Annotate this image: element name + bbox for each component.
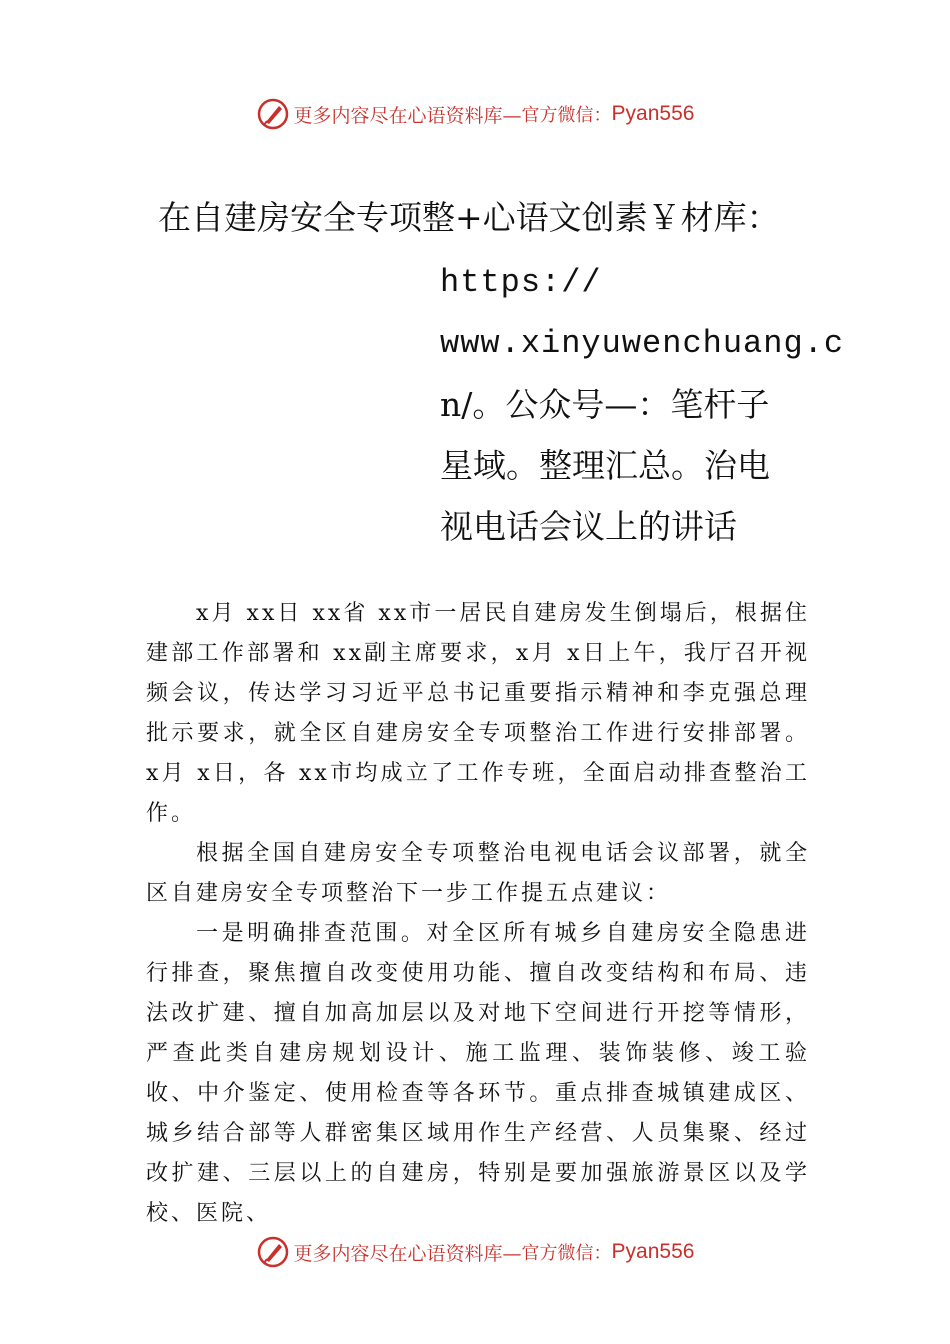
quill-pen-logo-icon (256, 1235, 290, 1269)
body-paragraph-3: 一是明确排查范围。对全区所有城乡自建房安全隐患进行排查，聚焦擅自改变使用功能、擅自改变结构和布局、违法改扩建、擅自加高加层以及对地下空间进行开挖等情形，严查此类自建房规划设计、施工监理、装饰装修、竣工验收、中介鉴定、使用检查等各环节。重点排查城镇建成区、城乡结合部等人群密集区域用作生产经营、人员集聚、经过改扩建、三层以上的自建房，特别是要加强旅游景区以及学校、医院、 (146, 921, 810, 1226)
watermark-text: 更多内容尽在心语资料库— (293, 1242, 522, 1265)
watermark-text: 更多内容尽在心语资料库— (293, 104, 522, 127)
document-title-line-2: https:// (440, 264, 602, 301)
body-paragraph-1: x月 xx日 xx省 xx市一居民自建房发生倒塌后，根据住建部工作部署和 xx副主席要求，x月 x日上午，我厅召开视频会议，传达学习习近平总书记重要指示精神和李克强总理批示要求，就全区自建房安全专项整治工作进行安排部署。x月 x日，各 xx市均成立了工作专班，全面启动排查整治工作。 (146, 601, 810, 826)
document-title-line-3: www.xinyuwenchuang.c (440, 325, 845, 362)
watermark-wechat-label: 官方微信： (521, 105, 612, 126)
document-body (146, 594, 810, 1234)
watermark-banner-top (0, 94, 950, 134)
document-title-line-5: 星域。整理汇总。治电 (440, 446, 770, 485)
document-title-line-6: 视电话会议上的讲话 (440, 507, 737, 546)
document-title-continuation (440, 252, 845, 557)
quill-pen-logo-icon (256, 97, 290, 131)
watermark-wechat-id: Pyan556 (611, 1240, 695, 1263)
body-paragraph-2: 根据全国自建房安全专项整治电视电话会议部署，就全区自建房安全专项整治下一步工作提五点建议： (146, 841, 810, 906)
document-title-line-4: n/。公众号—：笔杆子 (440, 385, 770, 424)
watermark-wechat-label: 官方微信： (521, 1243, 612, 1264)
document-title-line-1: 在自建房安全专项整+心语文创素￥材库： (158, 198, 780, 237)
watermark-wechat-id: Pyan556 (611, 102, 695, 125)
watermark-banner-bottom (0, 1232, 950, 1272)
